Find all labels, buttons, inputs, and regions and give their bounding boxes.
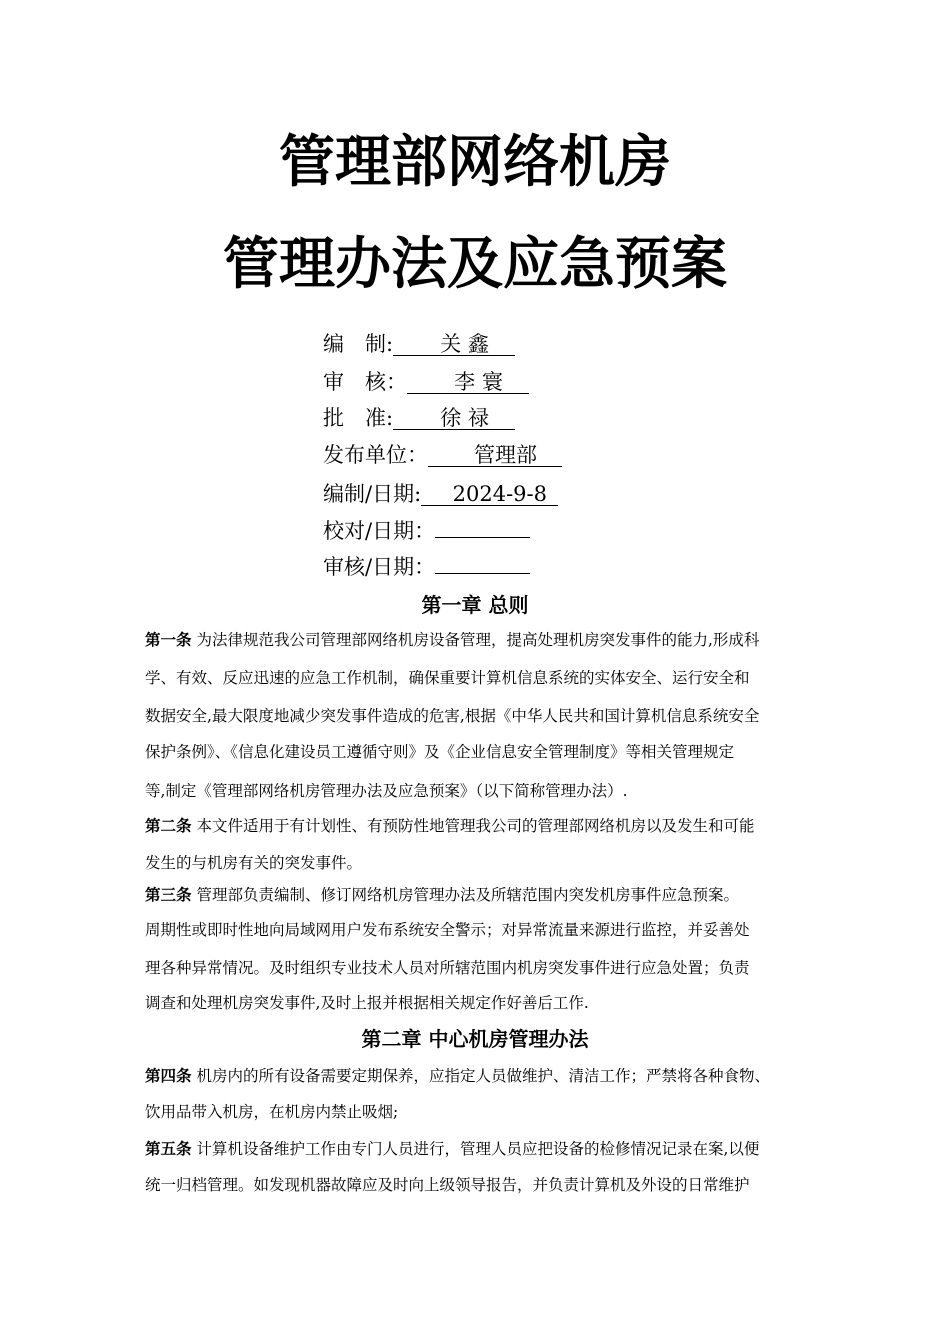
body-line	[145, 779, 628, 803]
approval-label: 审 核：	[323, 370, 407, 394]
body-line	[145, 1064, 770, 1088]
body-text: 计算机设备维护工作由专门人员进行，管理人员应把设备的检修情况记录在案,以便	[191, 1140, 760, 1158]
body-line	[145, 956, 750, 980]
approval-row	[323, 480, 568, 508]
body-line	[145, 740, 734, 764]
approval-value	[435, 537, 530, 538]
body-line	[145, 704, 759, 728]
approval-label: 校对/日期：	[323, 519, 436, 543]
article-number: 第四条	[145, 1067, 192, 1085]
approval-label: 发布单位：	[323, 443, 428, 467]
body-line	[145, 814, 754, 838]
body-text: 为法律规范我公司管理部网络机房设备管理，提高处理机房突发事件的能力,形成科	[191, 631, 760, 649]
body-text: 等,制定《管理部网络机房管理办法及应急预案》（以下简称管理办法）.	[145, 782, 628, 800]
body-text: 管理部负责编制、修订网络机房管理办法及所辖范围内突发机房事件应急预案。	[191, 886, 739, 904]
approval-row	[323, 404, 515, 432]
body-text: 调查和处理机房突发事件,及时上报并根据相关规定作好善后工作.	[145, 994, 589, 1012]
document-title-line2: 管理办法及应急预案	[223, 232, 727, 297]
body-line	[145, 666, 750, 690]
approval-row	[323, 368, 529, 396]
approval-row	[323, 553, 530, 581]
body-line	[145, 1137, 759, 1161]
approval-label: 批 准:	[323, 406, 394, 430]
approval-label: 审核/日期：	[323, 555, 436, 579]
approval-value: 徐 禄	[393, 407, 515, 430]
approval-label: 编制/日期:	[323, 482, 422, 506]
approval-value: 关 鑫	[393, 333, 515, 356]
body-text: 理各种异常情况。及时组织专业技术人员对所辖范围内机房突发事件进行应急处置；负责	[145, 959, 750, 977]
body-line	[145, 883, 739, 907]
article-number: 第三条	[145, 886, 192, 904]
body-line	[145, 851, 362, 875]
approval-value: 2024-9-8	[421, 483, 557, 506]
chapter-2-heading: 第二章 中心机房管理办法	[361, 1027, 589, 1051]
approval-row	[323, 441, 562, 469]
article-number: 第二条	[145, 817, 192, 835]
body-text: 保护条例》、《信息化建设员工遵循守则》及《企业信息安全管理制度》等相关管理规定	[145, 743, 735, 761]
article-number: 第一条	[145, 631, 192, 649]
approval-value: 李 寰	[407, 371, 529, 394]
body-text: 数据安全,最大限度地减少突发事件造成的危害,根据《中华人民共和国计算机信息系统安全	[145, 707, 760, 725]
body-text: 本文件适用于有计划性、有预防性地管理我公司的管理部网络机房以及发生和可能	[191, 817, 755, 835]
article-number: 第五条	[145, 1140, 192, 1158]
chapter-1-heading: 第一章 总则	[421, 593, 529, 617]
approval-value	[435, 573, 530, 574]
approval-row	[323, 517, 530, 545]
body-line	[145, 991, 589, 1015]
body-line	[145, 1173, 750, 1197]
body-line	[145, 628, 759, 652]
body-text: 机房内的所有设备需要定期保养，应指定人员做维护、清洁工作；严禁将各种食物、	[191, 1067, 770, 1085]
body-text: 发生的与机房有关的突发事件。	[145, 854, 363, 872]
document-title-line1: 管理部网络机房	[279, 130, 671, 195]
body-text: 学、有效、反应迅速的应急工作机制，确保重要计算机信息系统的实体安全、运行安全和	[145, 669, 750, 687]
approval-value: 管理部	[428, 444, 562, 467]
body-text: 饮用品带入机房，在机房内禁止吸烟;	[145, 1103, 399, 1121]
body-line	[145, 918, 750, 942]
body-line	[145, 1100, 398, 1124]
body-text: 统一归档管理。如发现机器故障应及时向上级领导报告，并负责计算机及外设的日常维护	[145, 1176, 750, 1194]
body-text: 周期性或即时性地向局域网用户发布系统安全警示；对异常流量来源进行监控，并妥善处	[145, 921, 750, 939]
approval-label: 编 制:	[323, 332, 394, 356]
approval-row	[323, 330, 515, 358]
